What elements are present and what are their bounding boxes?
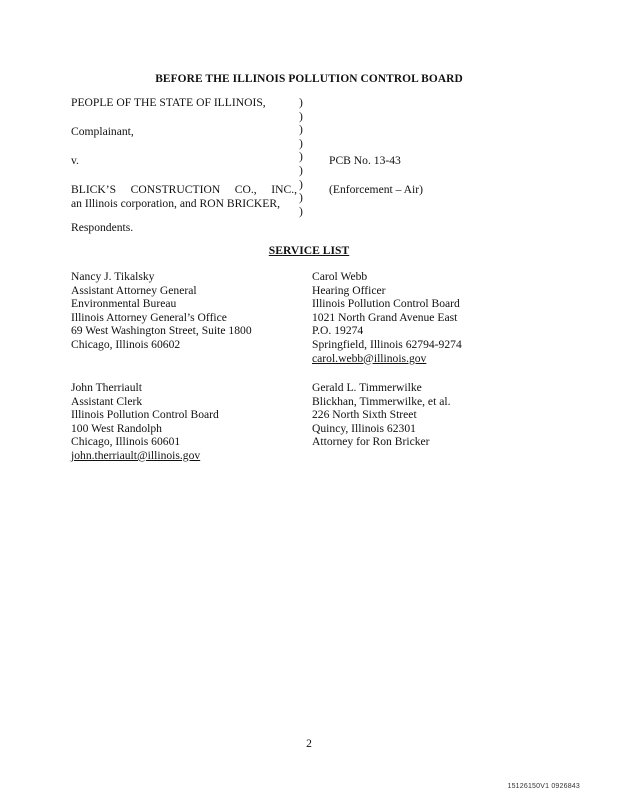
case-number: PCB No. 13-43: [329, 154, 401, 167]
paren-mark: ): [299, 150, 303, 164]
caption-complainant: Complainant,: [71, 125, 134, 138]
service-line: Assistant Clerk: [71, 394, 143, 408]
case-type: (Enforcement – Air): [329, 183, 424, 196]
paren-mark: ): [299, 109, 303, 123]
service-entry-therriault: [71, 381, 219, 463]
document-title: BEFORE THE ILLINOIS POLLUTION CONTROL BOARD: [155, 73, 463, 85]
caption-people: PEOPLE OF THE STATE OF ILLINOIS,: [71, 96, 266, 109]
service-line: Illinois Pollution Control Board: [312, 297, 460, 311]
email-link-therriault[interactable]: john.therriault@illinois.gov: [71, 448, 201, 462]
service-line: Chicago, Illinois 60602: [71, 337, 181, 351]
service-line: John Therriault: [71, 381, 142, 394]
service-line: 226 North Sixth Street: [312, 408, 417, 422]
service-entry-tikalsky: [71, 270, 252, 352]
service-line: P.O. 19274: [312, 324, 364, 338]
paren-mark: ): [299, 123, 303, 137]
service-line: Assistant Attorney General: [71, 283, 197, 297]
service-line: Illinois Pollution Control Board: [71, 408, 219, 422]
caption-respondent-line1: BLICK’S CONSTRUCTION CO., INC.,: [71, 183, 297, 196]
service-line: 69 West Washington Street, Suite 1800: [71, 324, 252, 338]
paren-mark: ): [299, 163, 303, 177]
service-line: Springfield, Illinois 62794-9274: [312, 337, 462, 351]
service-line: Nancy J. Tikalsky: [71, 270, 155, 283]
caption-parenthesis-column: [299, 96, 303, 218]
service-line: 100 West Randolph: [71, 421, 162, 435]
service-line: Attorney for Ron Bricker: [312, 435, 430, 449]
service-line: Carol Webb: [312, 270, 368, 283]
document-id: 15126150V1 0926843: [507, 783, 580, 790]
service-entry-webb: [312, 270, 462, 365]
paren-mark: ): [299, 136, 303, 150]
paren-mark: ): [299, 191, 303, 205]
service-line: Illinois Attorney General’s Office: [71, 310, 227, 324]
service-line: Hearing Officer: [312, 283, 386, 297]
service-line: Environmental Bureau: [71, 297, 177, 311]
paren-mark: ): [299, 177, 303, 191]
service-line: Chicago, Illinois 60601: [71, 435, 181, 449]
email-link-webb[interactable]: carol.webb@illinois.gov: [312, 351, 427, 365]
paren-mark: ): [299, 204, 303, 218]
service-line: 1021 North Grand Avenue East: [312, 310, 458, 324]
caption-respondents: Respondents.: [71, 221, 134, 234]
service-line: Gerald L. Timmerwilke: [312, 381, 422, 394]
service-line: Blickhan, Timmerwilke, et al.: [312, 394, 451, 408]
service-list-title: SERVICE LIST: [268, 244, 350, 257]
service-entry-timmerwilke: [312, 381, 450, 449]
page-number: 2: [306, 737, 312, 750]
caption-versus: v.: [71, 154, 79, 167]
paren-mark: ): [299, 96, 303, 109]
service-line: Quincy, Illinois 62301: [312, 421, 416, 435]
caption-respondent-line2: an Illinois corporation, and RON BRICKER,: [71, 197, 280, 210]
